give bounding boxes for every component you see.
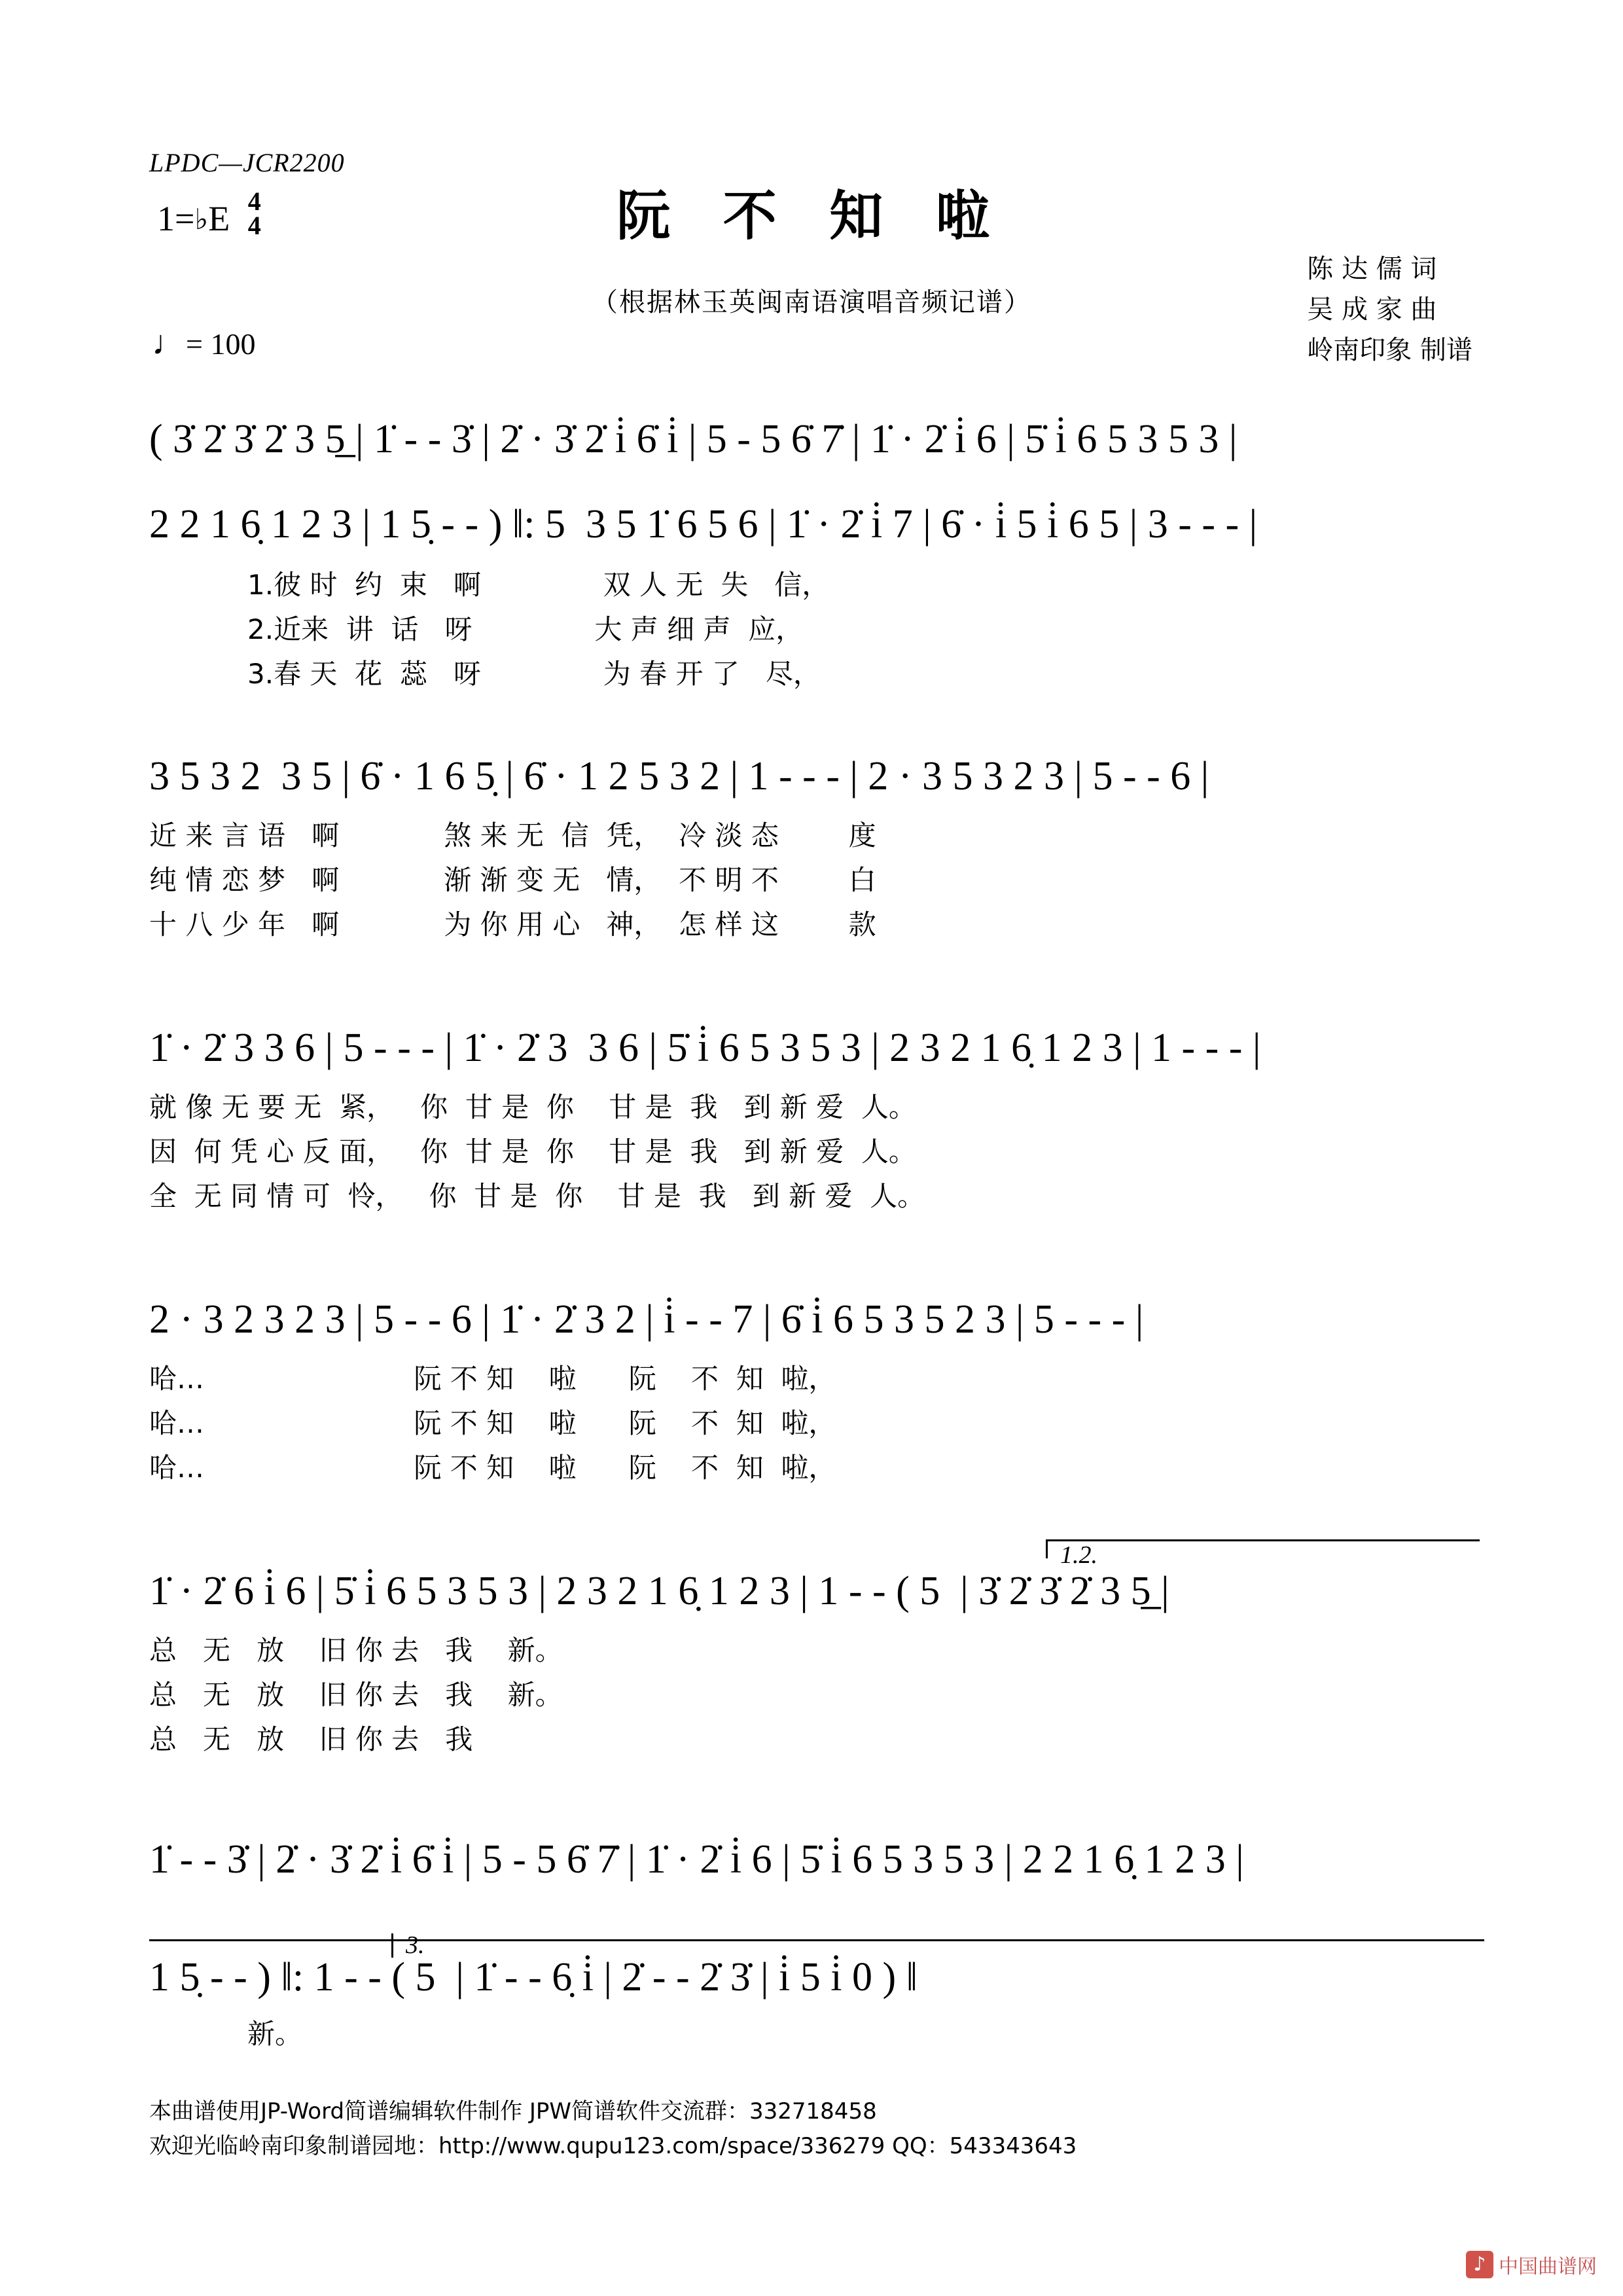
- key-label: 1=: [157, 198, 195, 238]
- repeat-bracket-line: [1046, 1539, 1480, 1558]
- notation-line: 1̇ · 2̇ 6 i̇ 6 | 5̇ i̇ 6 5 3 5 3 | 2 3 2 1 6̣ 1 2 3 | 1 - - ( 5 | 3̇ 2̇ 3̇ 2̇ 3 5̲ |: [149, 1569, 1169, 1613]
- music-note-icon: ♪: [1466, 2251, 1493, 2278]
- lyric-verse-1: 1.彼 时 约 束 啊 双 人 无 失 信，: [247, 569, 830, 601]
- subtitle: （根据林玉英闽南语演唱音频记谱）: [592, 287, 1031, 317]
- notation-line: 1̇ - - 3̇ | 2̇ · 3̇ 2̇ i̇ 6̇ i̇ | 5 - 5 6̇ 7̇ | 1̇ · 2̇ i̇ 6 | 5̇ i̇ 6 5 3 5 3 | 2 2 1 6̣ 1 2 3 |: [149, 1837, 1244, 1882]
- lyric-verse-1: 哈… 阮 不 知 啦 阮 不 知 啦，: [149, 1363, 836, 1395]
- notation-line: 2 · 3 2 3 2 3 | 5 - - 6 | 1̇ · 2̇ 3 2 | i̇ - - 7 | 6̇ i̇ 6 5 3 5 2 3 | 5 - - - |: [149, 1297, 1144, 1342]
- credits: [1307, 249, 1472, 370]
- credit-transcriber: 岭南印象 制谱: [1307, 335, 1472, 365]
- catalog-code: LPDC—JCR2200: [149, 148, 345, 177]
- footer-line-2: 欢迎光临岭南印象制谱园地：http://www.qupu123.com/space/336279 QQ：543343643: [149, 2132, 1077, 2159]
- lyric-verse-2: 纯 情 恋 梦 啊 渐 渐 变 无 情， 不 明 不 白: [149, 864, 876, 897]
- system-6: [149, 1541, 1484, 1762]
- notation-line: ( 3̇ 2̇ 3̇ 2̇ 3 5̲ | 1̇ - - 3̇ | 2̇ · 3̇ 2̇ i̇ 6̇ i̇ | 5 - 5 6̇ 7̇ | 1̇ · 2̇ i̇ 6 | 5̇ i̇ 6 5 3 5 3 |: [149, 417, 1238, 461]
- lyric-verse-2: 总 无 放 旧 你 去 我 新。: [149, 1679, 563, 1712]
- notation-line: 2 2 1 6̣ 1 2 3 | 1 5̣ - - ) ‖: 5 3 5 1̇ 6 5 6 | 1̇ · 2̇ i̇ 7 | 6̇ · i̇ 5 i̇ 6 5 | 3 - - - |: [149, 502, 1258, 547]
- notation-line: 1̇ · 2̇ 3 3 6 | 5 - - - | 1̇ · 2̇ 3 3 6 | 5̇ i̇ 6 5 3 5 3 | 2 3 2 1 6̣ 1 2 3 | 1 - - - |: [149, 1026, 1261, 1070]
- time-signature-top: 4: [247, 187, 261, 216]
- system-8: [149, 1931, 1484, 2056]
- repeat-bracket-number: 1.2.: [1060, 1541, 1097, 1569]
- flat-icon: ♭: [194, 203, 209, 236]
- credit-lyricist: 陈 达 儒 词: [1307, 254, 1437, 284]
- lyric-verse-3: 总 无 放 旧 你 去 我: [149, 1723, 473, 1756]
- lyric-verse-1: 近 来 言 语 啊 煞 来 无 信 凭， 冷 淡 态 度: [149, 819, 876, 852]
- lyric-verse-3: 3.春 天 花 蕊 呀 为 春 开 了 尽，: [247, 658, 821, 691]
- system-5: [149, 1299, 1484, 1490]
- lyric-verse-3: 全 无 同 情 可 怜， 你 甘 是 你 甘 是 我 到 新 爱 人。: [149, 1180, 925, 1213]
- lyric-verse-2: 2.近来 讲 话 呀 大 声 细 声 应，: [247, 613, 804, 646]
- system-7: [149, 1839, 1484, 1880]
- bracket-rule: [149, 1939, 1484, 1941]
- page-title: 阮 不 知 啦: [616, 185, 1007, 247]
- lyric-verse-1: 总 无 放 旧 你 去 我 新。: [149, 1634, 563, 1666]
- tempo-marking: [152, 324, 255, 363]
- repeat-bracket-number: 3.: [406, 1931, 425, 1959]
- lyric-verse-3: 哈… 阮 不 知 啦 阮 不 知 啦，: [149, 1452, 836, 1484]
- watermark-text: 中国曲谱网: [1499, 2255, 1597, 2278]
- footer-line-1: 本曲谱使用JP-Word简谱编辑软件制作 JPW简谱软件交流群：332718458: [149, 2098, 877, 2125]
- lyric-verse-2: 因 何 凭 心 反 面， 你 甘 是 你 甘 是 我 到 新 爱 人。: [149, 1136, 916, 1168]
- system-2: [149, 504, 1484, 696]
- lyric-verse-2: 哈… 阮 不 知 啦 阮 不 知 啦，: [149, 1407, 836, 1440]
- system-1: [149, 419, 1484, 459]
- key-note: E: [208, 198, 230, 238]
- lyric-verse-1: 就 像 无 要 无 紧， 你 甘 是 你 甘 是 我 到 新 爱 人。: [149, 1091, 916, 1123]
- lyric-verse-3: 新。: [247, 2018, 303, 2050]
- notation-line: 1 5̣ - - ) ‖: 1 - - ( 5 | 1̇ - - 6̣ i̇ | 2̇ - - 2̇ 3̇ | i̇ 5 i̇ 0 ) ‖: [149, 1955, 918, 2000]
- time-signature-bottom: 4: [247, 210, 261, 240]
- quarter-note-icon: ♩: [152, 325, 186, 362]
- system-4: [149, 1028, 1484, 1219]
- credit-composer: 吴 成 家 曲: [1307, 295, 1437, 325]
- lyric-verse-3: 十 八 少 年 啊 为 你 用 心 神， 怎 样 这 款: [149, 908, 876, 941]
- watermark: [1466, 2250, 1597, 2279]
- notation-line: 3 5 3 2 3 5 | 6̇ · 1 6 5̣ | 6̇ · 1 2 5 3 2 | 1 - - - | 2 · 3 5 3 2 3 | 5 - - 6 |: [149, 754, 1209, 798]
- repeat-bracket-line: [391, 1933, 393, 1958]
- footer: [149, 2094, 1077, 2163]
- system-3: [149, 756, 1484, 947]
- tempo-value: = 100: [186, 327, 256, 361]
